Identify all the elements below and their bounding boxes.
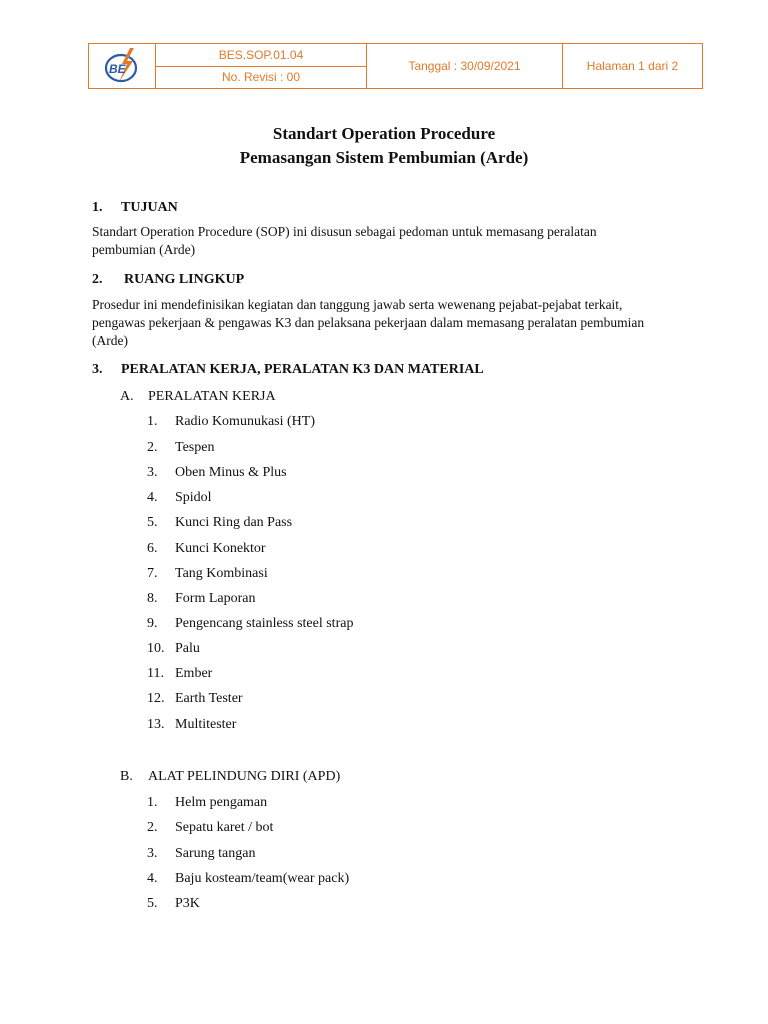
list-item: 1. Helm pengaman [147, 795, 268, 810]
list-item: 10. Palu [147, 641, 200, 656]
list-item: 13. Multitester [147, 717, 237, 732]
list-item: 6. Kunci Konektor [147, 541, 266, 556]
list-item: 3. Sarung tangan [147, 846, 256, 861]
section-number: 3. [92, 362, 103, 377]
subsection-a-heading [120, 389, 276, 405]
list-item: 11. Ember [147, 666, 213, 681]
doc-page-number: Halaman 1 dari 2 [563, 44, 703, 89]
body-line: Standart Operation Procedure (SOP) ini disusun sebagai pedoman untuk memasang peralatan [92, 224, 597, 239]
subsection-title: PERALATAN KERJA [148, 389, 276, 404]
section-number: 2. [92, 272, 103, 287]
list-item: 8. Form Laporan [147, 591, 256, 606]
section-2-heading [92, 272, 244, 288]
logo-text: BE [109, 62, 126, 76]
section-number: 1. [92, 200, 103, 215]
list-item: 3. Oben Minus & Plus [147, 465, 287, 480]
list-item: 1. Radio Komunukasi (HT) [147, 414, 315, 429]
subsection-letter: A. [120, 389, 134, 404]
list-item: 7. Tang Kombinasi [147, 566, 268, 581]
company-logo-icon [100, 46, 144, 86]
list-item: 9. Pengencang stainless steel strap [147, 616, 354, 631]
section-title: TUJUAN [121, 200, 178, 215]
section-1-body [92, 223, 682, 259]
body-line: Prosedur ini mendefinisikan kegiatan dan tanggung jawab serta wewenang pejabat-pejabat terkait, [92, 297, 623, 312]
doc-revision: No. Revisi : 00 [156, 66, 367, 89]
list-item: 4. Spidol [147, 490, 212, 505]
subsection-letter: B. [120, 769, 133, 784]
section-1-heading [92, 200, 178, 216]
doc-date: Tanggal : 30/09/2021 [367, 44, 563, 89]
section-title: PERALATAN KERJA, PERALATAN K3 DAN MATERIAL [121, 362, 484, 377]
subsection-title: ALAT PELINDUNG DIRI (APD) [148, 769, 341, 784]
list-item: 4. Baju kosteam/team(wear pack) [147, 871, 350, 886]
section-3-heading [92, 362, 484, 378]
list-item: 2. Tespen [147, 440, 215, 455]
document-header-table [88, 43, 703, 89]
doc-code: BES.SOP.01.04 [156, 44, 367, 67]
body-line: pengawas pekerjaan & pengawas K3 dan pelaksana pekerjaan dalam memasang peralatan pembumian [92, 315, 645, 330]
body-line: pembumian (Arde) [92, 242, 196, 257]
section-title: RUANG LINGKUP [124, 272, 245, 287]
section-2-body [92, 296, 682, 350]
list-item: 5. P3K [147, 896, 200, 911]
list-item: 12. Earth Tester [147, 691, 243, 706]
title-line-2: Pemasangan Sistem Pembumian (Arde) [239, 148, 529, 167]
list-item: 2. Sepatu karet / bot [147, 820, 274, 835]
body-line: (Arde) [92, 333, 128, 348]
list-item: 5. Kunci Ring dan Pass [147, 515, 293, 530]
subsection-b-heading [120, 769, 340, 785]
title-line-1: Standart Operation Procedure [272, 124, 496, 143]
logo-cell [89, 44, 156, 89]
